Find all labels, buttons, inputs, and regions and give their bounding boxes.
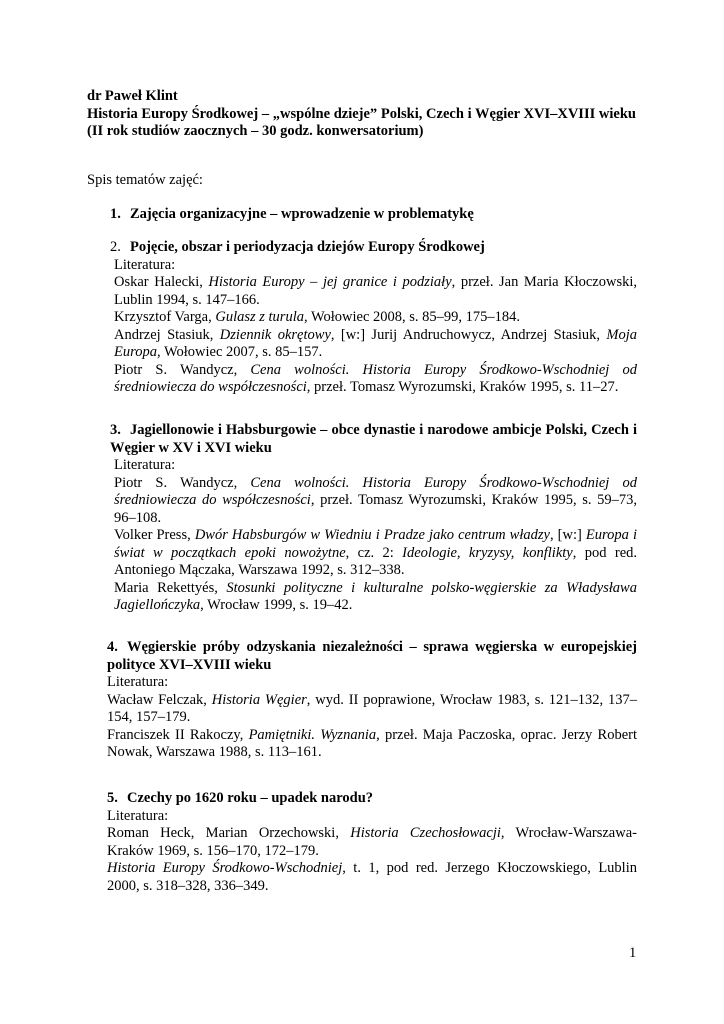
topic-number: 3. [110,422,121,438]
page-number: 1 [629,945,637,961]
topic-3 [110,422,637,615]
reference-title: Europa i świat w początkach epoki nowożytne [114,527,637,561]
reference-title: Historia Europy – jej granice i podziały [208,274,452,290]
reference-title: Dziennik okrętowy [219,326,331,343]
document-header [87,88,636,141]
reference-text: Volker Press, [114,527,195,543]
reference-text: , przeł. Maja Paczoska, oprac. Jerzy Robert Nowak, Warszawa 1988, s. 113–161. [107,726,637,760]
literature-label: Literatura: [114,256,176,273]
reference-list [107,692,637,762]
topic-number: 4. [107,639,118,655]
reference-entry [107,727,637,762]
reference-list [107,825,637,895]
reference-title: Moja Europa [114,326,637,360]
reference-entry [107,860,637,895]
reference-text: , przeł. Tomasz Wyrozumski, Kraków 1995, s. 59–73, 96–108. [114,492,637,526]
reference-title: Historia Węgier [211,691,307,708]
reference-text: , [w:] [549,527,586,543]
reference-title: Cena wolności. Historia Europy Środkowo-Wschodniej od średniowiecza do współczesności [114,474,637,508]
topic-number: 5. [107,790,118,806]
reference-entry [114,309,637,327]
topic-title: Zajęcia organizacyjne – wprowadzenie w problematykę [130,206,474,222]
reference-text: Wacław Felczak, [107,691,212,708]
literature-label: Literatura: [107,807,169,824]
reference-title: Pamiętniki. Wyznania [248,726,377,743]
author-line: dr Paweł Klint [87,88,178,104]
reference-text: , cz. 2: [345,544,403,561]
reference-text: Piotr S. Wandycz, [114,474,251,491]
topic-1 [110,206,637,224]
topic-title: Pojęcie, obszar i periodyzacja dziejów Europy Środkowej [130,239,485,255]
topic-number: 1. [110,206,121,222]
reference-text: Piotr S. Wandycz, [114,361,251,378]
topic-heading [107,639,637,674]
topic-title: Węgierskie próby odzyskania niezależności – sprawa węgierska w europejskiej polityce XVI–XVIII wieku [107,639,637,673]
topic-title: Jagiellonowie i Habsburgowie – obce dynastie i narodowe ambicje Polski, Czech i Węgier w XV i XVI wieku [110,422,637,456]
reference-title: Historia Czechosłowacji [350,825,501,841]
reference-entry [107,692,637,727]
reference-text: , Wołowiec 2007, s. 85–157. [156,344,323,360]
reference-entry [114,580,637,615]
reference-entry [114,327,637,362]
reference-text: , przeł. Tomasz Wyrozumski, Kraków 1995, s. 11–27. [306,379,619,395]
topic-2 [110,239,637,397]
reference-text: Roman Heck, Marian Orzechowski, [107,825,351,841]
reference-title: Ideologie, kryzysy, konflikty [402,544,573,561]
reference-text: , wyd. II poprawione, Wrocław 1983, s. 121–132, 137–154, 157–179. [107,691,638,725]
topic-heading [110,422,637,457]
topic-heading [107,790,637,808]
reference-entry [107,825,637,860]
reference-text: , t. 1, pod red. Jerzego Kłoczowskiego, Lublin 2000, s. 318–328, 336–349. [107,860,637,894]
reference-text: , [w:] Jurij Andruchowycz, Andrzej Stasiuk, [330,326,607,343]
reference-title: Dwór Habsburgów w Wiedniu i Pradze jako centrum władzy [194,527,550,543]
reference-text: , Wołowiec 2008, s. 85–99, 175–184. [303,309,521,325]
reference-text: Franciszek II Rakoczy, [107,726,249,743]
reference-title: Stosunki polityczne i kulturalne polsko-węgierskie za Władysława Jagiellończyka [114,579,637,613]
reference-text: Maria Rekettyés, [114,579,227,596]
reference-entry [114,527,637,580]
reference-text: Oskar Halecki, [114,274,209,290]
reference-text: Andrzej Stasiuk, [114,326,220,343]
topic-5 [107,790,637,895]
reference-list [114,475,637,615]
reference-entry [114,362,637,397]
reference-text: , Wrocław 1999, s. 19–42. [200,597,353,613]
topic-heading [110,206,637,224]
reference-entry [114,274,637,309]
literature-label: Literatura: [114,457,176,473]
reference-list [114,274,637,397]
course-title: Historia Europy Środkowej – „wspólne dzieje” Polski, Czech i Węgier XVI–XVIII wieku (II rok studiów zaocznych – 30 godz. konwersatorium) [87,105,636,139]
reference-entry [114,475,637,528]
reference-title: Cena wolności. Historia Europy Środkowo-Wschodniej od średniowiecza do współczesności [114,361,637,395]
reference-text: , przeł. Jan Maria Kłoczowski, Lublin 1994, s. 147–166. [114,274,638,308]
topic-4 [107,639,637,762]
reference-title: Gulasz z turula [215,309,304,325]
reference-text: , pod red. Antoniego Mączaka, Warszawa 1992, s. 312–338. [114,544,637,578]
reference-text: , Wrocław-Warszawa-Kraków 1969, s. 156–170, 172–179. [107,825,637,859]
topics-intro: Spis tematów zajęć: [87,172,203,188]
reference-text: Krzysztof Varga, [114,309,216,325]
reference-title: Historia Europy Środkowo-Wschodniej [107,860,343,876]
literature-label: Literatura: [107,674,169,690]
topic-title: Czechy po 1620 roku – upadek narodu? [127,790,374,806]
topic-number: 2. [110,239,121,255]
topic-heading [110,239,637,257]
